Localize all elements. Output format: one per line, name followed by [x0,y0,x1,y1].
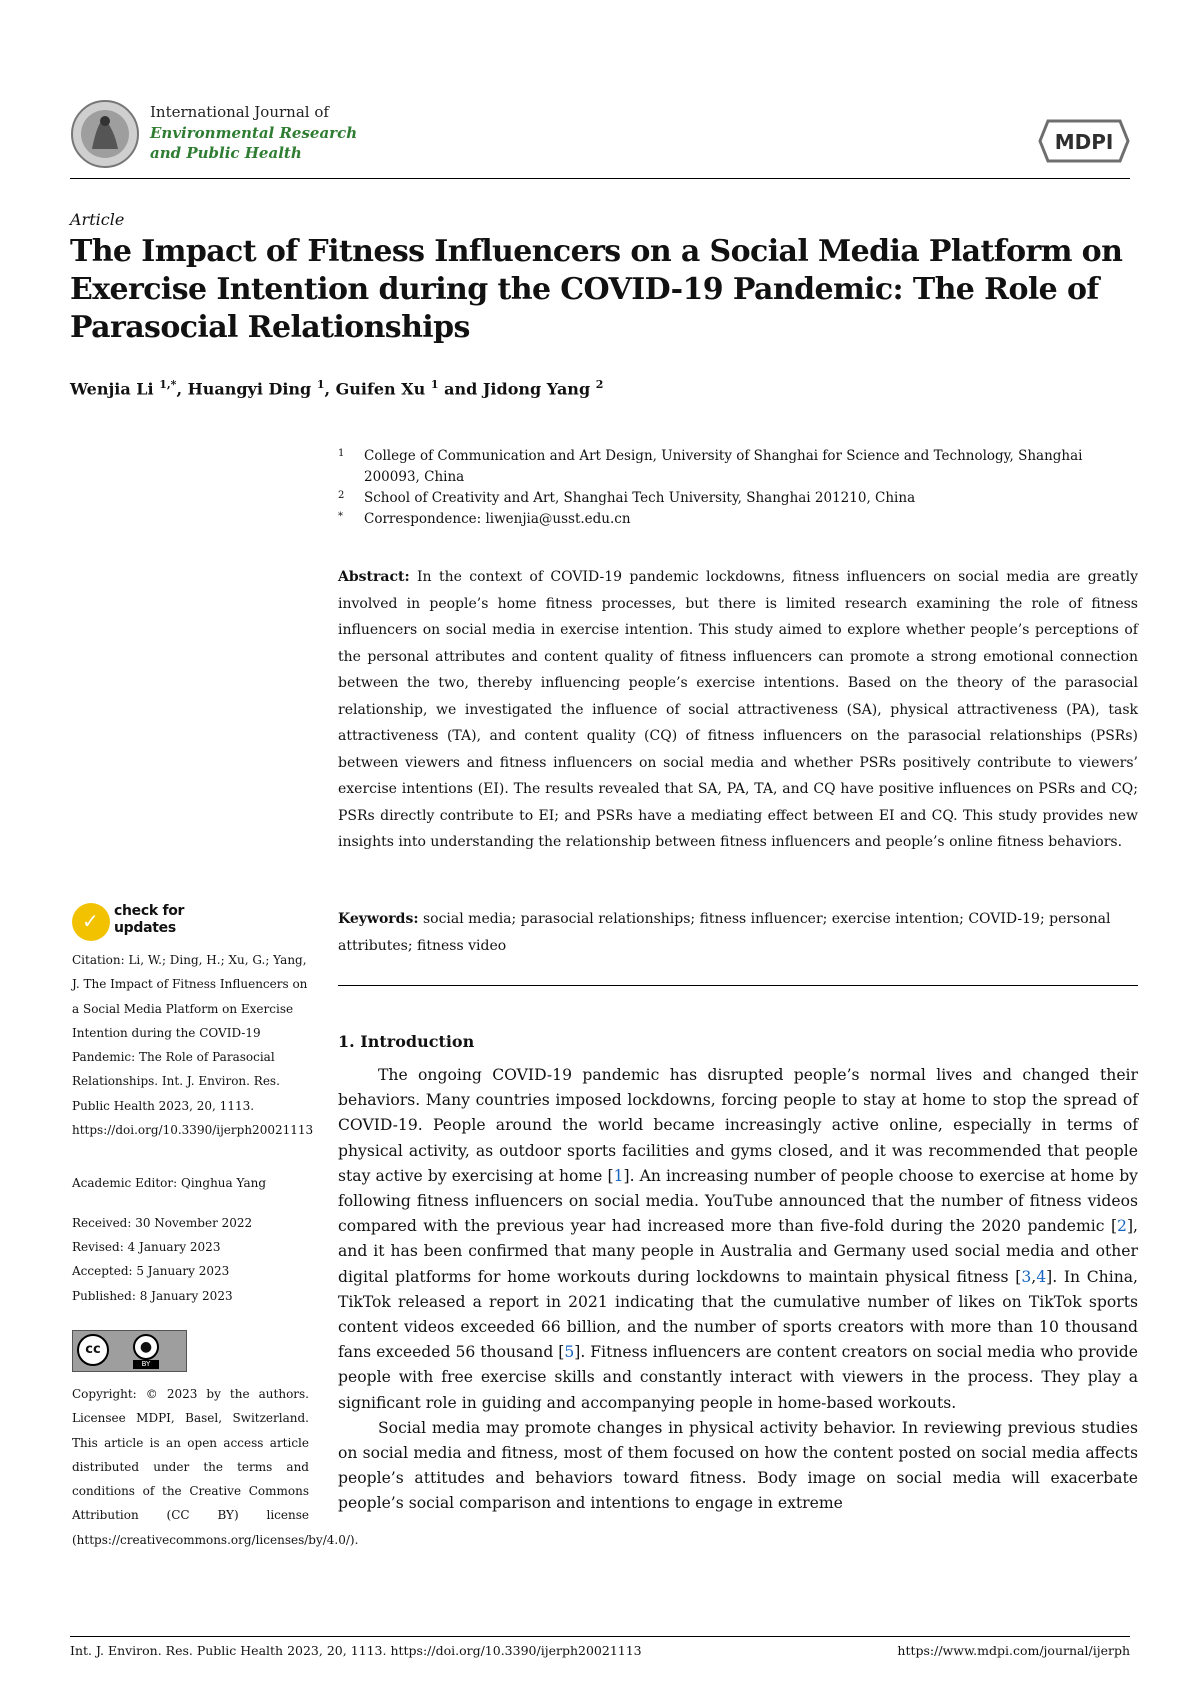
attribution-person-icon: ● [133,1334,159,1360]
journal-name-line3: and Public Health [150,144,302,162]
date-received: Received: 30 November 2022 [72,1216,253,1230]
affiliation-text: College of Communication and Art Design, University of Shanghai for Science and Technology, Shanghai 200093, China [364,448,1083,485]
author-name: Wenjia Li [70,379,154,399]
author-affiliation-mark: 2 [595,378,604,391]
citation-link[interactable]: 1 [613,1166,624,1185]
keywords-divider [338,985,1138,986]
citation-link[interactable]: 4 [1036,1267,1047,1286]
body-paragraph [338,1416,1138,1517]
paragraph-text: , [1031,1267,1037,1286]
author-list [70,378,603,398]
article-title: The Impact of Fitness Influencers on a Social Media Platform on Exercise Intention during the COVID-19 Pandemic: The Role of Parasocial Relationships [70,234,1123,345]
date-revised: Revised: 4 January 2023 [72,1240,221,1255]
check-updates-icon: ✓ [72,903,110,941]
mdpi-logo-icon [1038,115,1130,167]
author-affiliation-mark: 1 [430,378,439,391]
affiliation-mark: * [338,511,343,522]
journal-name-line2: Environmental Research [150,124,358,142]
cc-by-license-badge[interactable] [72,1330,187,1372]
keywords-label: Keywords: [338,911,419,927]
author-name: Guifen Xu [335,379,426,399]
abstract [338,564,1138,856]
affiliation-item [338,446,1138,488]
check-updates-label: check for updates [114,903,185,936]
academic-editor: Academic Editor: Qinghua Yang [72,1176,267,1190]
footer-divider [70,1636,1130,1637]
paragraph-text: The ongoing COVID-19 pandemic has disrupted people’s normal lives and changed their behaviors. Many countries imposed lockdowns, forcing people to stay at home to stop the spread of COVID-19. People around the world became increasingly active online, especially in terms of physical activity, as outdoor sports facilities and gyms closed, and it was recommended that people stay active by exercising at home [ [338,1066,1138,1185]
journal-logo-icon [70,99,140,169]
paragraph-text: Social media may promote changes in physical activity behavior. In reviewing previous studies on social media and fitness, most of them focused on how the content posted on social media affects people’s attitudes and behaviors toward fitness. Body image on social media will exacerbate people’s social comparison and intentions to engage in extreme [338,1418,1138,1513]
publication-dates [72,1211,252,1308]
paragraph-text: ]. In China, TikTok released a report in 2021 indicating that the cumulative number of likes on TikTok sports content videos exceeded 66 billion, and the number of sports creators with more than 10 thousand fans exceeded 56 thousand [ [338,1267,1138,1362]
article-type-label: Article [70,210,125,229]
paragraph-text: ]. An increasing number of people choose to exercise at home by following fitness influencers on social media. YouTube announced that the number of fitness videos compared with the previous year had increased more than five-fold during the 2020 pandemic [ [338,1166,1138,1236]
affiliations-list [338,446,1138,530]
check-for-updates-button[interactable] [72,901,192,943]
date-published: Published: 8 January 2023 [72,1288,233,1303]
citation-link[interactable]: 3 [1021,1267,1032,1286]
journal-name-line1: International Journal of [150,103,329,121]
citation-link[interactable]: 2 [1117,1217,1127,1236]
by-label: BY [133,1360,159,1369]
paragraph-text: ], and it has been confirmed that many people in Australia and Germany used social media and other digital platforms for home workouts during lockdowns to maintain physical fitness [ [338,1217,1138,1286]
journal-header [70,95,1130,175]
author-affiliation-mark: 1 [316,378,325,391]
footer-journal-url[interactable]: https://www.mdpi.com/journal/ijerph [897,1643,1130,1658]
affiliation-mark: 2 [338,490,345,501]
abstract-text: In the context of COVID-19 pandemic lockdowns, fitness influencers on social media are greatly involved in people’s home fitness processes, but there is limited research examining the role of fitness influencers on social media in exercise intention. This study aimed to explore whether people’s perceptions of the personal attributes and content quality of fitness influencers can promote a strong emotional connection between the two, thereby influencing people’s exercise intentions. Based on the theory of the parasocial relationship, we investigated the influence of social attractiveness (SA), physical attractiveness (PA), task attractiveness (TA), and content quality (CQ) of fitness influencers on the parasocial relationships (PSRs) between viewers and fitness influencers on social media and whether PSRs positively contribute to viewers’ exercise intentions (EI). The results revealed that SA, PA, TA, and CQ have positive influences on PSRs and CQ; PSRs directly contribute to EI; and PSRs have a mediating effect between EI and CQ. This study provides new insights into understanding the relationship between fitness influencers and people’s online fitness behaviors. [338,569,1138,850]
footer-citation: Int. J. Environ. Res. Public Health 2023, 20, 1113. https://doi.org/10.3390/ijerph20021113 [70,1643,642,1658]
keywords-text: social media; parasocial relationships; fitness influencer; exercise intention; COVID-19; personal attributes; fitness video [338,911,1111,954]
creative-commons-icon: cc [77,1334,109,1366]
author-name: Jidong Yang [482,379,591,399]
affiliation-text: Correspondence: liwenjia@usst.edu.cn [364,511,631,527]
author-separator: , [324,379,336,399]
affiliation-item [338,509,1138,530]
svg-text:MDPI: MDPI [1054,130,1114,154]
body-paragraph [338,1063,1138,1416]
affiliation-mark: 1 [338,448,345,459]
affiliation-item [338,488,1138,509]
date-accepted: Accepted: 5 January 2023 [72,1264,230,1279]
section-heading-introduction: 1. Introduction [338,1032,475,1051]
author-name: Huangyi Ding [187,379,312,399]
author-separator: , [176,379,188,399]
citation-block: Citation: Li, W.; Ding, H.; Xu, G.; Yang, J. The Impact of Fitness Influencers on a Social Media Platform on Exercise Intention during the COVID-19 Pandemic: The Role of Parasocial Relationships. Int. J. Environ. Res. Public Health 2023, 20, 1113. https://doi.org/10.3390/ijerph20021113 [72,953,314,1138]
affiliation-text: School of Creativity and Art, Shanghai Tech University, Shanghai 201210, China [364,490,916,506]
paragraph-text: ]. Fitness influencers are content creators on social media who provide people with free exercise skills and constantly interact with viewers in the process. They play a significant role in guiding and accompanying people in home-based workouts. [338,1343,1138,1412]
abstract-label: Abstract: [338,569,410,585]
author-separator: and [438,379,483,399]
copyright-notice: Copyright: © 2023 by the authors. Licensee MDPI, Basel, Switzerland. This article is an open access article distributed under the terms and conditions of the Creative Commons Attribution (CC BY) license (https://creativecommons.org/licenses/by/4.0/). [72,1387,359,1547]
header-divider [70,178,1130,179]
author-affiliation-mark: 1,* [159,378,177,391]
body-text [338,1063,1138,1517]
keywords [338,906,1138,959]
citation-link[interactable]: 5 [564,1343,575,1362]
